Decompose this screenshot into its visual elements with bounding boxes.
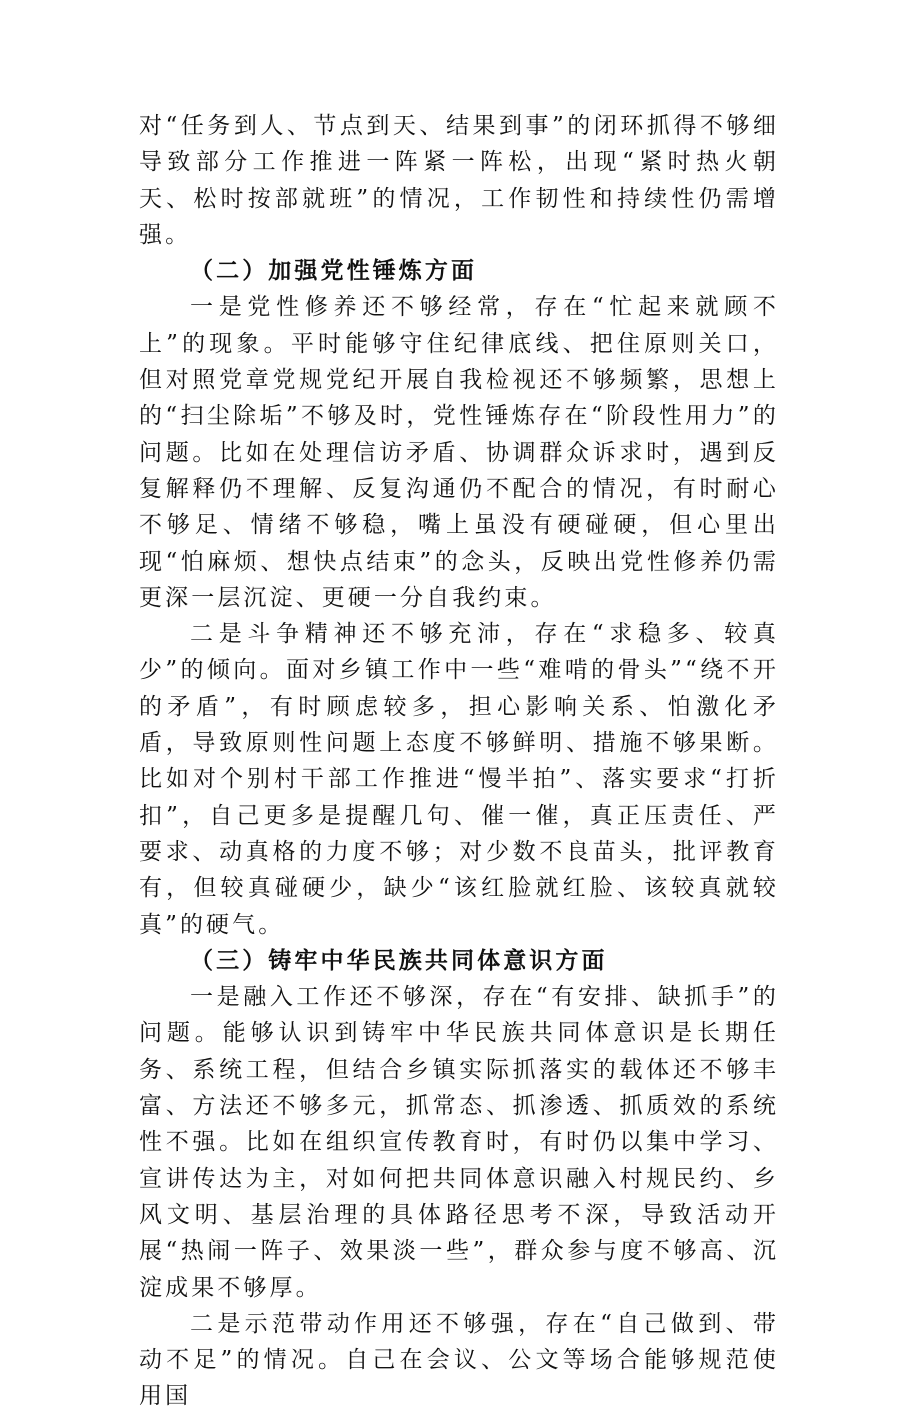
section-heading-national-community: （三）铸牢中华民族共同体意识方面: [190, 946, 608, 974]
paragraph-continuation: 对“任务到人、节点到天、结果到事”的闭环抓得不够细导致部分工作推进一阵紧一阵松，出现“紧时热火朝天、松时按部就班”的情况，工作韧性和持续性仍需增强。: [139, 113, 779, 248]
paragraph-fighting-spirit: 二是斗争精神还不够充沛，存在“求稳多、较真少”的倾向。面对乡镇工作中一些“难啃的骨头”“绕不开的矛盾”，有时顾虑较多，担心影响关系、怕激化矛盾，导致原则性问题上态度不够鲜明、措施不够果断。比如对个别村干部工作推进“慢半拍”、落实要求“打折扣”，自己更多是提醒几句、催一催，真正压责任、严要求、动真格的力度不够；对少数不良苗头，批评教育有，但较真碰硬少，缺少“该红脸就红脸、该较真就较真”的硬气。: [139, 621, 779, 938]
paragraph-demonstration-role: 二是示范带动作用还不够强，存在“自己做到、带动不足”的情况。自己在会议、公文等场合能够规范使用国: [139, 1310, 779, 1410]
paragraph-party-cultivation: 一是党性修养还不够经常，存在“忙起来就顾不上”的现象。平时能够守住纪律底线、把住原则关口，但对照党章党规党纪开展自我检视还不够频繁，思想上的“扫尘除垢”不够及时，党性锤炼存在“阶段性用力”的问题。比如在处理信访矛盾、协调群众诉求时，遇到反复解释仍不理解、反复沟通仍不配合的情况，有时耐心不够足、情绪不够稳，嘴上虽没有硬碰硬，但心里出现“怕麻烦、想快点结束”的念头，反映出党性修养仍需更深一层沉淀、更硬一分自我约束。: [139, 294, 779, 611]
document-body: [139, 108, 779, 1415]
paragraph-integration-work: 一是融入工作还不够深，存在“有安排、缺抓手”的问题。能够认识到铸牢中华民族共同体意识是长期任务、系统工程，但结合乡镇实际抓落实的载体还不够丰富、方法还不够多元，抓常态、抓渗透、抓质效的系统性不强。比如在组织宣传教育时，有时仍以集中学习、宣讲传达为主，对如何把共同体意识融入村规民约、乡风文明、基层治理的具体路径思考不深，导致活动开展“热闹一阵子、效果淡一些”，群众参与度不够高、沉淀成果不够厚。: [139, 984, 779, 1301]
section-heading-party-spirit: （二）加强党性锤炼方面: [190, 257, 478, 285]
